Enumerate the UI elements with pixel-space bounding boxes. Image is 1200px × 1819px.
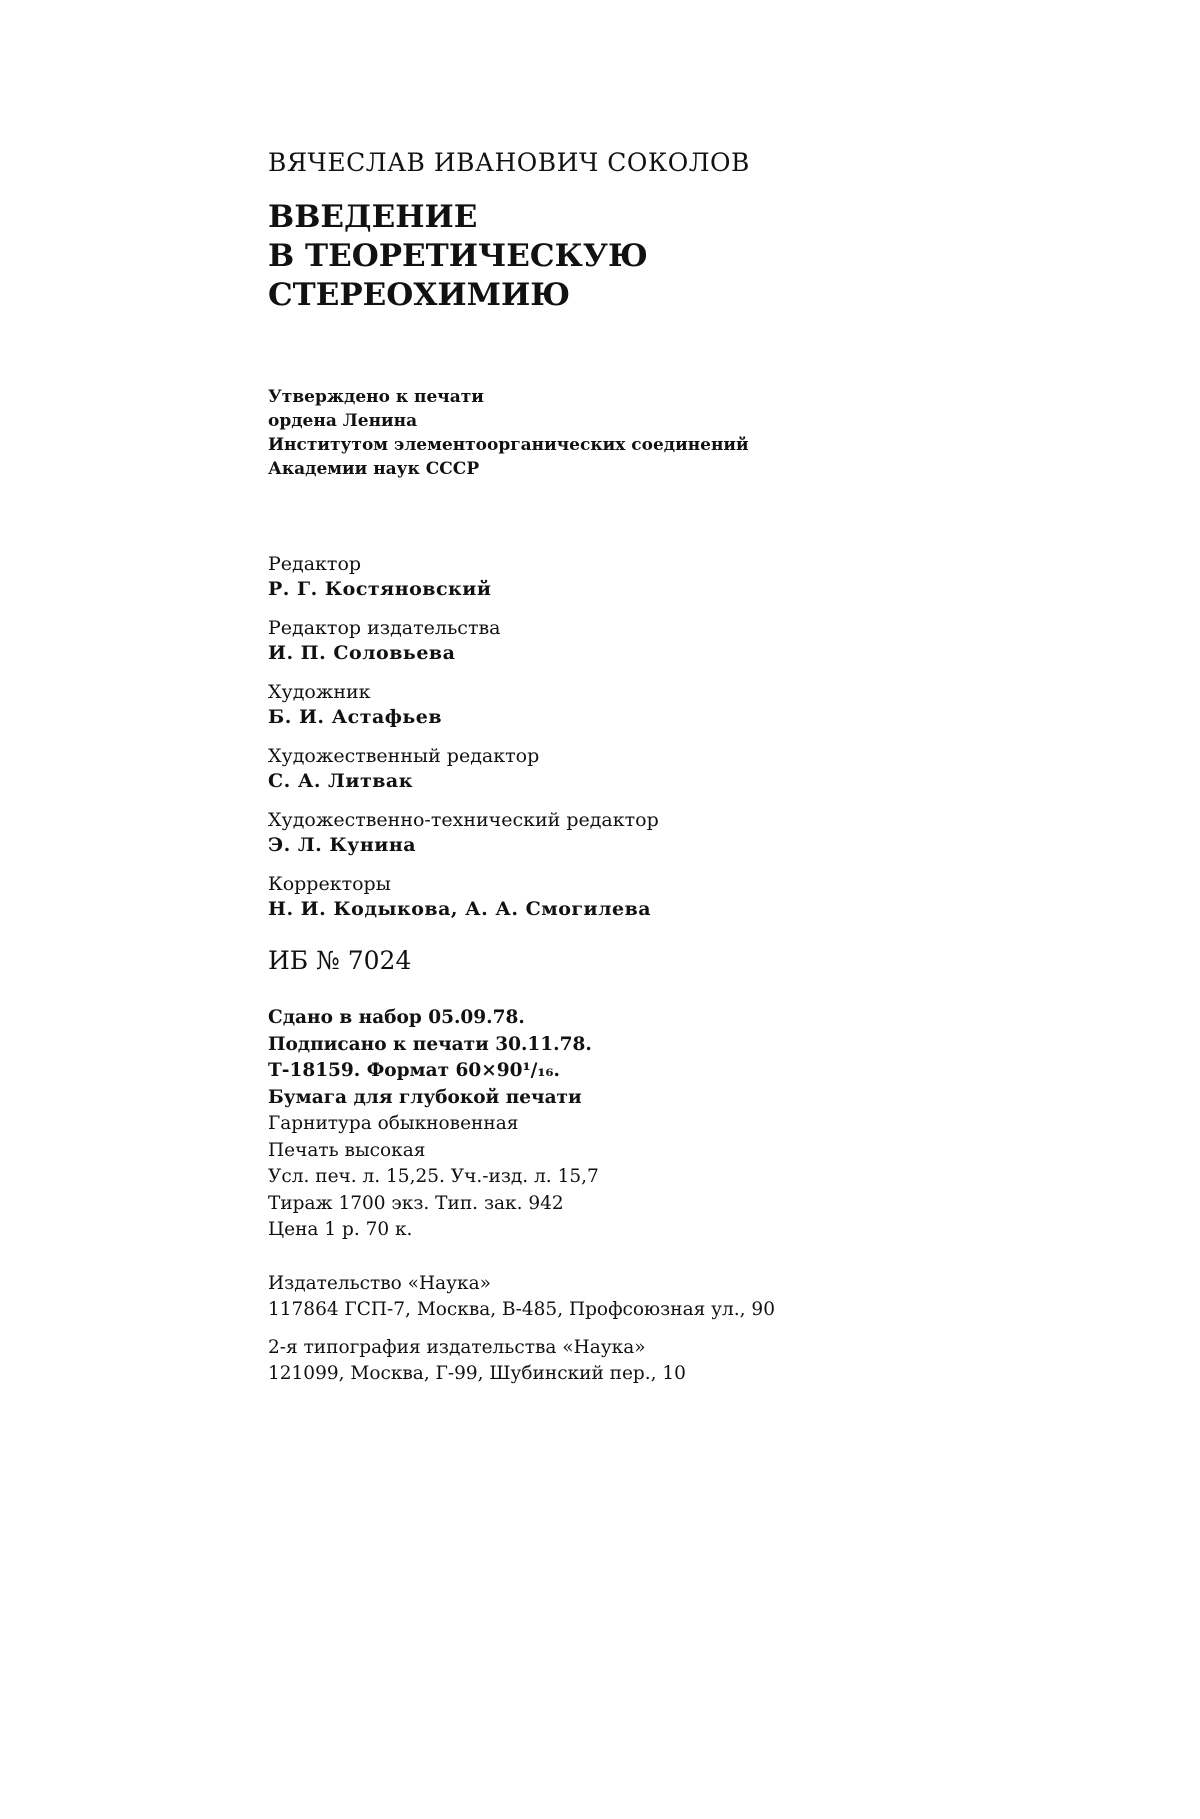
- credit-role: Корректоры: [268, 873, 391, 895]
- publisher-info: [268, 1271, 775, 1399]
- credit-entry: [268, 552, 659, 602]
- approval-statement: [268, 385, 749, 481]
- imprint-line: Печать высокая: [268, 1139, 426, 1161]
- credit-role: Художественно-технический редактор: [268, 809, 659, 831]
- credit-entry: [268, 744, 659, 794]
- imprint-line: Т-18159. Формат 60×90¹/₁₆.: [268, 1060, 560, 1081]
- imprint-details: [268, 1005, 599, 1244]
- publisher-block: [268, 1271, 775, 1323]
- imprint-line: Подписано к печати 30.11.78.: [268, 1033, 592, 1055]
- credit-name: Э. Л. Кунина: [268, 834, 417, 856]
- credit-name: Р. Г. Костяновский: [268, 578, 492, 600]
- author-name: ВЯЧЕСЛАВ ИВАНОВИЧ СОКОЛОВ: [268, 148, 750, 177]
- credit-name: С. А. Литвак: [268, 770, 413, 792]
- credit-role: Редактор: [268, 553, 362, 575]
- title-line: СТЕРЕОХИМИЮ: [268, 277, 571, 313]
- publisher-name: Издательство «Наука»: [268, 1273, 491, 1294]
- title-line: ВВЕДЕНИЕ: [268, 199, 478, 235]
- credit-entry: [268, 872, 659, 922]
- imprint-line: Сдано в набор 05.09.78.: [268, 1007, 525, 1028]
- approval-line: Институтом элементоорганических соединений: [268, 435, 749, 455]
- imprint-line: Гарнитура обыкновенная: [268, 1113, 519, 1134]
- credit-entry: [268, 680, 659, 730]
- credit-name: Н. И. Кодыкова, А. А. Смогилева: [268, 898, 652, 920]
- credit-name: И. П. Соловьева: [268, 642, 456, 664]
- publisher-address: 117864 ГСП-7, Москва, В-485, Профсоюзная ул., 90: [268, 1299, 775, 1320]
- credit-role: Художественный редактор: [268, 745, 540, 767]
- credit-entry: [268, 616, 659, 666]
- credit-role: Художник: [268, 681, 371, 703]
- credits-list: [268, 552, 659, 936]
- title-line: В ТЕОРЕТИЧЕСКУЮ: [268, 238, 648, 274]
- ib-number: ИБ № 7024: [268, 946, 412, 975]
- book-title: [268, 198, 648, 315]
- imprint-line: Цена 1 р. 70 к.: [268, 1219, 413, 1240]
- credit-entry: [268, 808, 659, 858]
- printer-block: [268, 1335, 775, 1387]
- approval-line: Академии наук СССР: [268, 459, 480, 479]
- imprint-line: Усл. печ. л. 15,25. Уч.-изд. л. 15,7: [268, 1166, 599, 1187]
- printer-name: 2-я типография издательства «Наука»: [268, 1337, 646, 1358]
- approval-line: Утверждено к печати: [268, 387, 484, 407]
- imprint-line: Бумага для глубокой печати: [268, 1086, 582, 1108]
- credit-name: Б. И. Астафьев: [268, 706, 443, 728]
- imprint-line: Тираж 1700 экз. Тип. зак. 942: [268, 1192, 564, 1214]
- printer-address: 121099, Москва, Г-99, Шубинский пер., 10: [268, 1363, 686, 1384]
- approval-line: ордена Ленина: [268, 411, 418, 431]
- credit-role: Редактор издательства: [268, 617, 501, 639]
